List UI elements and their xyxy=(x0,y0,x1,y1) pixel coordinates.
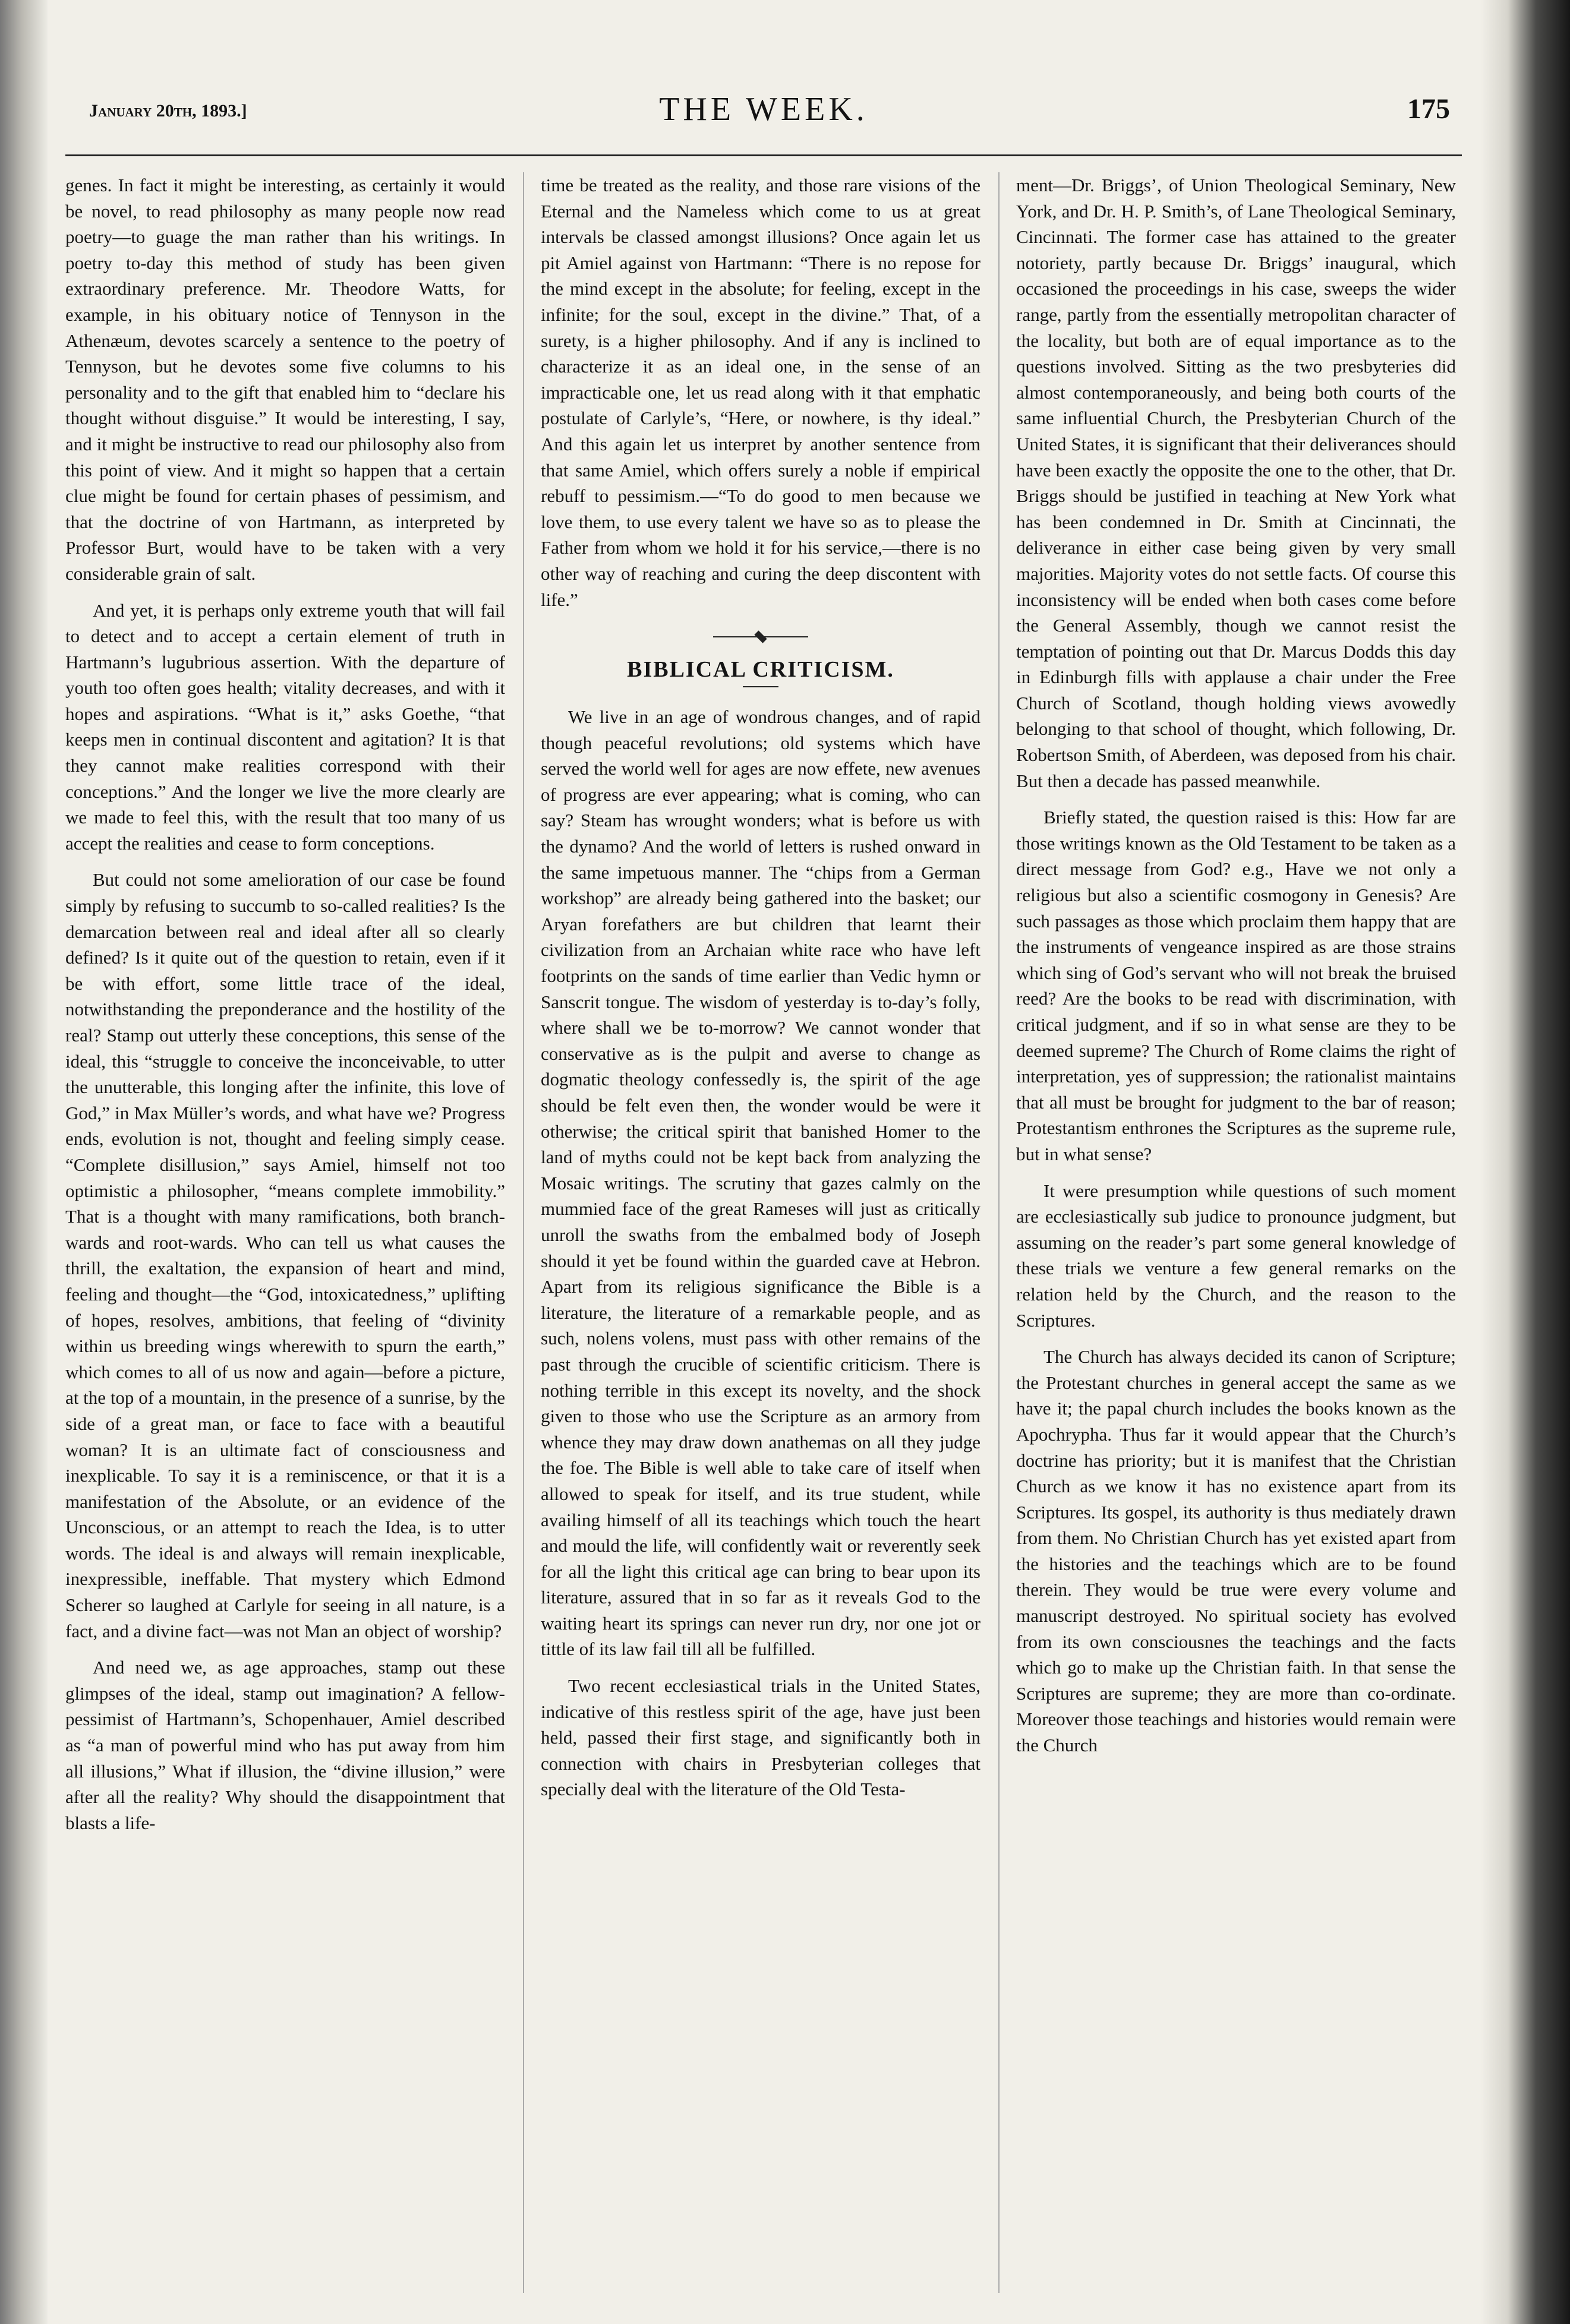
paragraph: And yet, it is perhaps only extreme youth that will fail to detect and to accept a certain element of truth in Hartmann’s lugubrious assertion. With the departure of youth too often goes health; vitality decreases, and with it hopes and aspirations. “What is it,” asks Goethe, “that keeps men in continual discontent and agitation? It is that they cannot make realities correspond with their conceptions.” And the longer we live the more clearly are we made to feel this, with the result that too many of us accept the realities and cease to form conceptions. xyxy=(65,599,505,854)
book-binding-right xyxy=(1481,0,1570,2324)
paragraph: ment—Dr. Briggs’, of Union Theological Seminary, New York, and Dr. H. P. Smith’s, of Lane Theological Seminary, Cincinnati. The former case has attained to the greater notoriety, partly because Dr. Briggs’ inaugural, which occasioned the proceedings in his case, sweeps the wider range, partly from the essentially metropolitan character of the locality, but both are of equal importance as to the questions involved. Sitting as the two presbyteries did almost contemporaneously, and being both courts of the same influential Church, the Presbyterian Church of the United States, it is significant that their deliverances should have been exactly the opposite the one to the other, that Dr. Briggs should be justified in teaching at New York what has been condemned in Dr. Smith at Cincinnati, the deliverance in either case being given by very small majorities. Majority votes do not settle facts. Of course this inconsistency will be ended when both cases come before the General Assembly, though we cannot resist the temptation of pointing out that Dr. Marcus Dodds this day in Edinburgh fills with applause a chair under the Free Church of Scotland, though holding views avowedly belonging to that school of thought, which following, Dr. Robertson Smith, of Aberdeen, was deposed from his chair. But then a decade has passed meanwhile. xyxy=(1016,175,1456,791)
page-header xyxy=(65,89,1462,156)
book-binding-left xyxy=(0,0,48,2324)
column-rule xyxy=(998,172,1000,2293)
article-columns xyxy=(65,172,1462,2293)
paragraph: But could not some amelioration of our case be found simply by refusing to succumb to so-called realities? Is the demarcation between real and ideal after all so clearly defined? Is it quite out of the question to retain, even if it be with effort, some little trace of the ideal, notwithstanding the preponderance and the hostility of the real? Stamp out utterly these conceptions, this sense of the ideal, this “struggle to conceive the inconceivable, to utter the unutterable, this longing after the infinite, this love of God,” in Max Müller’s words, and what have we? Progress ends, evolution is not, thought and feeling simply cease. “Complete disillusion,” says Amiel, himself not too optimistic a philosopher, “means complete immobility.” That is a thought with many ramifications, both branch-wards and root-wards. Who can tell us what causes the thrill, the exaltation, the expansion of heart and mind, feeling and thought—the “God, intoxicatedness,” uplifting of hopes, resolves, ambitions, that feeling of “divinity within us breeding wings wherewith to spurn the earth,” which comes to all of us now and again—before a picture, at the top of a mountain, in the presence of a sunrise, by the side of a great man, or face to face with a beautiful woman? It is an ultimate fact of consciousness and inexplicable. To say it is a reminiscence, or that it is a manifestation of the Absolute, or an evidence of the Unconscious, or an attempt to reach the Idea, is to utter words. The ideal is and always will remain inexplicable, inexpressible, ineffable. That mystery which Edmond Scherer so laughed at Carlyle for seeing in all nature, is a fact, and a divine fact—was not Man an object of worship? xyxy=(65,869,505,1641)
paragraph: The Church has always decided its canon of Scripture; the Protestant churches in general accept the same as we have it; the papal church includes the books known as the Apochrypha. Thus far it would appear that the Church’s doctrine has priority; but it is manifest that the Christian Church as we know it has no existence apart from its Scriptures. Its gospel, its authority is thus mediately drawn from them. No Christian Church has yet existed apart from the histories and the teachings which are to be found therein. They would be true were every volume and manuscript destroyed. No spiritual society has evolved from its own consciousnes the teachings and the facts which go to make up the Christian faith. In that sense the Scriptures are supreme; they are more than co-ordinate. Moreover those teachings and histories would remain were the Church xyxy=(1016,1346,1456,1756)
paragraph: We live in an age of wondrous changes, and of rapid though peaceful revolutions; old systems which have served the world well for ages are now effete, new avenues of progress are ever appearing; what is coming, who can say? Steam has wrought wonders; what is before us with the dynamo? And the world of letters is rushed onward in the same impetuous manner. The “chips from a German workshop” are already being gathered into the basket; our Aryan forefathers are but children that learnt their civilization from an Archaian white race who have left footprints on the sands of time earlier than Vedic hymn or Sanscrit tongue. The wisdom of yesterday is to-day’s folly, where shall we be to-morrow? We cannot wonder that conservative as is the pulpit and averse to change as dogmatic theology confessedly is, the spirit of the age should be felt even then, the wonder would be were it otherwise; the critical spirit that banished Homer to the land of myths could not be kept back from analyzing the Mosaic writings. The scrutiny that gazes calmly on the mummied face of the great Rameses will just as critically unroll the swaths from the embalmed body of Joseph should it yet be found within the guarded cave at Hebron. Apart from its religious significance the Bible is a literature, the literature of a remarkable people, and as such, nolens volens, must pass with other remains of the past through the crucible of scientific criticism. There is nothing terrible in this except its novelty, and the shock given to those who use the Scripture as an armory from whence they may draw down anathemas on all they judge the foe. The Bible is well able to take care of itself when allowed to speak for itself, and its true student, while availing himself of all its teachings which touch the heart and mould the life, will confidently wait or reverently seek for all the light this critical age can bring to bear upon its literature, assured that in so far as it reveals God to the waiting heart its springs can never run dry, nor one jot or tittle of its law fail till all be fulfilled. xyxy=(541,706,981,1660)
newspaper-page xyxy=(65,89,1462,2299)
publication-title: THE WEEK. xyxy=(659,91,868,128)
title-rule xyxy=(743,686,778,687)
paragraph: Briefly stated, the question raised is this: How far are those writings known as the Old Testament to be taken as a direct message from God? e.g., Have we not only a religious but also a scientific cosmogony in Genesis? Are such passages as those which proclaim them happy that are the instruments of vengeance inspired as are those strains which sing of God’s servant who will not break the bruised reed? Are the books to be read with discrimination, with critical judgment, and if so in what sense are they to be deemed supreme? The Church of Rome claims the right of interpretation, yes of suppression; the rationalist maintains that all must be brought for judgment to the bar of reason; Protestantism enthrones the Scriptures as the supreme rule, but in what sense? xyxy=(1016,807,1456,1164)
paragraph: And need we, as age approaches, stamp out these glimpses of the ideal, stamp out imagination? A fellow-pessimist of Hartmann’s, Schopenhauer, Amiel described as “a man of powerful mind who has put away from him all illusions,” What if illusion, the “divine illusion,” were after all the reality? Why should the disappointment that blasts a life- xyxy=(65,1657,505,1833)
page-number: 175 xyxy=(1407,93,1450,125)
column-2 xyxy=(541,172,981,2293)
paragraph: time be treated as the reality, and those rare visions of the Eternal and the Nameless which come to us at great intervals be classed amongst illusions? Once again let us pit Amiel against von Hartmann: “There is no repose for the mind except in the absolute; for feeling, except in the infinite; for the soul, except in the divine.” That, of a surety, is a higher philosophy. And if any is inclined to characterize it as an ideal one, in the sense of an impracticable one, let us read along with it that emphatic postulate of Carlyle’s, “Here, or nowhere, is thy ideal.” And this again let us interpret by another sentence from that same Amiel, which offers surely a noble if empirical rebuff to pessimism.—“To do good to men because we love them, to use every talent we have so as to please the Father from whom we hold it for his service,—there is no other way of reaching and curing the deep discontent with life.” xyxy=(541,175,981,610)
paragraph: genes. In fact it might be interesting, as certainly it would be novel, to read philosophy as many people now read poetry—to guage the man rather than his writings. In poetry to-day this method of study has been given extraordinary preference. Mr. Theodore Watts, for example, in his obituary notice of Tennyson in the Athenæum, devotes scarcely a sentence to the poetry of Tennyson, but he devotes some five columns to his personality and to the gift that enabled him to “declare his thought without disguise.” It would be interesting, I say, and it might be instructive to read our philosophy also from this point of view. And it might so happen that a certain clue might be found for certain phases of pessimism, and that the doctrine of von Hartmann, as interpreted by Professor Burt, would have to be taken with a very considerable grain of salt. xyxy=(65,175,505,584)
paragraph: Two recent ecclesiastical trials in the United States, indicative of this restless spirit of the age, have just been held, passed their first stage, and significantly both in connection with chairs in Presbyterian colleges that specially deal with the literature of the Old Testa- xyxy=(541,1675,981,1800)
column-rule xyxy=(523,172,524,2293)
paragraph: It were presumption while questions of such moment are ecclesiastically sub judice to pronounce judgment, but assuming on the reader’s part some general knowledge of these trials we venture a few general remarks on the relation held by the Church, and the reason to the Scriptures. xyxy=(1016,1180,1456,1331)
issue-date: January 20th, 1893.] xyxy=(89,101,247,121)
column-1 xyxy=(65,172,505,2293)
section-title: BIBLICAL CRITICISM. xyxy=(627,657,894,683)
ornamental-divider xyxy=(713,633,808,641)
column-3 xyxy=(1016,172,1456,2293)
